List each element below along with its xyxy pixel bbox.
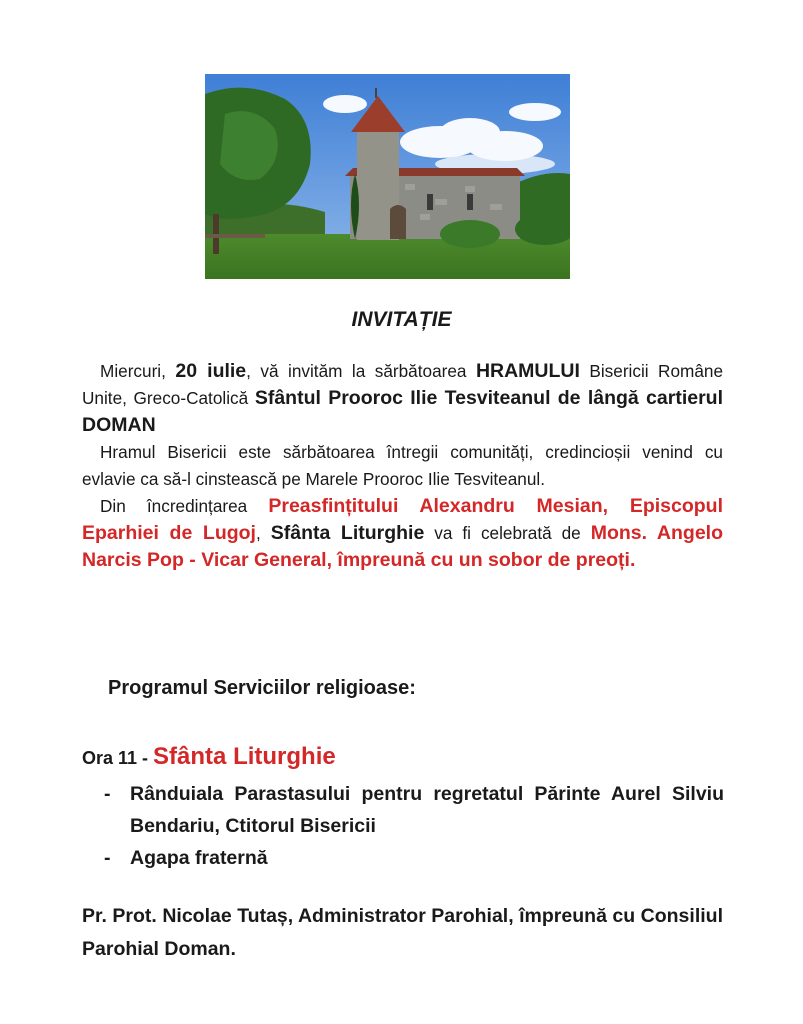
service-time: Ora 11 - Sfânta Liturghie — [82, 743, 336, 770]
paragraph-3: Din încredințarea Preasfințitului Alexandru Mesian, Episcopul Eparhiei de Lugoj, Sfânta Liturghie va fi celebrată de Mons. Angelo Narcis Pop - Vicar General, împreună cu un sobor de preoți. — [82, 495, 723, 571]
program-list — [104, 778, 724, 874]
program-heading: Programul Serviciilor religioase: — [108, 677, 416, 699]
page-title: INVITAȚIE — [351, 308, 452, 331]
service-name: Sfânta Liturghie — [153, 743, 336, 770]
paragraph-2: Hramul Bisericii este sărbătoarea întregii comunități, credincioșii venind cu evlavie ca să-l cinstească pe Marele Prooroc Ilie Tesviteanul. — [82, 442, 723, 489]
paragraph-1: Miercuri, 20 iulie, vă invităm la sărbătoarea HRAMULUI Bisericii Române Unite, Greco-Catolică Sfântul Prooroc Ilie Tesviteanul de lângă cartierul DOMAN — [82, 360, 724, 436]
list-item: - Rânduiala Parastasului pentru regretatul Părinte Aurel Silviu Bendariu, Ctitorul Bisericii — [104, 783, 724, 837]
signature: Pr. Prot. Nicolae Tutaș, Administrator Parohial, împreună cu Consiliul Parohial Doman. — [82, 905, 723, 960]
church-photo — [205, 74, 570, 279]
invitation-body — [82, 358, 723, 574]
list-item: - Agapa fraternă — [104, 847, 268, 869]
